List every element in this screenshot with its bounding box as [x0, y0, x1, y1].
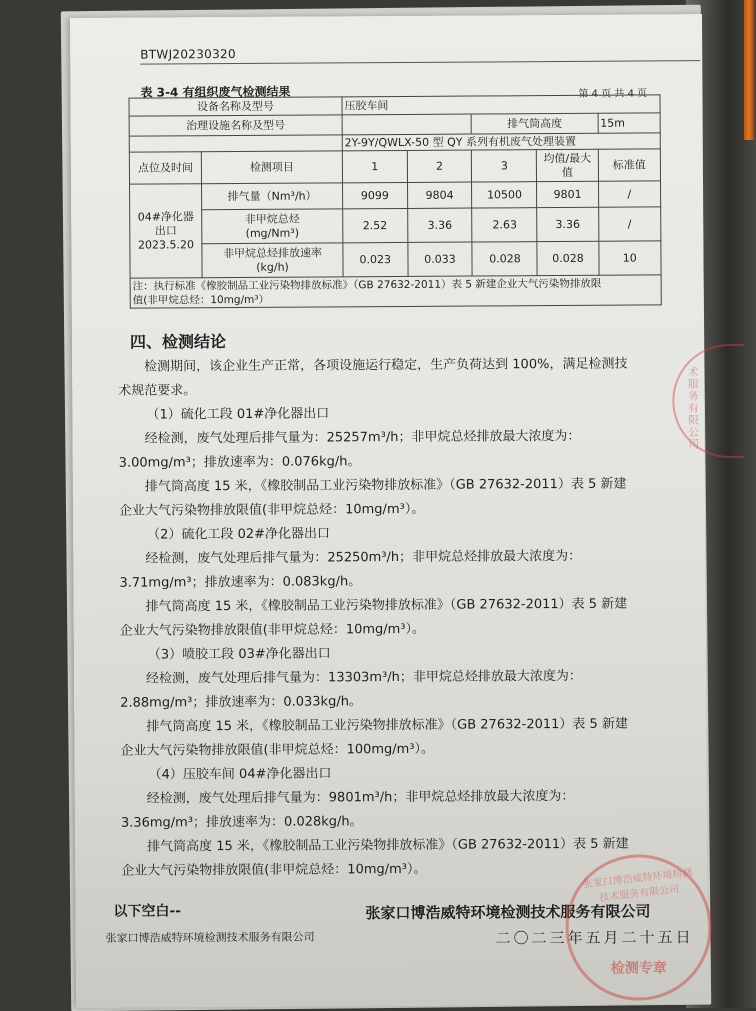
- note-line-1: 注：执行标准《橡胶制品工业污染物排放标准》（GB 27632-2011）表 5 新建企业大气污染物排放限: [132, 277, 602, 293]
- section-2-line-4: 企业大气污染物排放限值(非甲烷总烃：10mg/m³）。: [119, 621, 426, 639]
- official-seal: [565, 854, 712, 1001]
- item-cell: 排气量（Nm³/h）: [202, 183, 343, 210]
- table-title: 表 3-4 有组织废气检测结果: [140, 84, 291, 100]
- item-line-1: 非甲烷总烃: [244, 212, 300, 226]
- point-label: 点位及时间: [129, 152, 201, 184]
- stack-value: 15m: [598, 113, 661, 133]
- device-value: 压胶车间: [342, 95, 660, 115]
- value-cell: 2.52: [343, 208, 408, 242]
- value-cell: /: [598, 207, 661, 241]
- table-row: [130, 241, 661, 278]
- section-3-line-2: 2.88mg/m³；排放速率为：0.033kg/h。: [120, 694, 362, 711]
- col-2: 2: [407, 150, 472, 182]
- results-table: [128, 94, 661, 308]
- point-cell: [130, 184, 203, 278]
- col-std: 标准值: [598, 149, 661, 181]
- value-cell: 2.63: [472, 208, 537, 242]
- seal-arc-text: 张家口博浩威特环境检测技术服务有限公司: [582, 867, 693, 904]
- table-row: [130, 207, 661, 244]
- company-name-signature: 张家口博浩威特环境检测技术服务有限公司: [365, 902, 651, 923]
- value-cell: 3.36: [407, 208, 472, 242]
- seal-center-text: 检测专章: [610, 960, 667, 977]
- section-4-line-3: 排气筒高度 15 米，《橡胶制品工业污染物排放标准》（GB 27632-2011）表 5 新建: [147, 836, 629, 855]
- col-avg: 均值/最大值: [537, 149, 598, 181]
- section-1-title: （1）硫化工段 01#净化器出口: [146, 406, 330, 423]
- section-2-title: （2）硫化工段 02#净化器出口: [147, 526, 331, 543]
- conclusion-heading: 四、检测结论: [129, 332, 227, 352]
- section-4-line-2: 3.36mg/m³；排放速率为：0.028kg/h。: [120, 814, 363, 831]
- side-seal-text: 术服务有限公司: [686, 366, 700, 451]
- section-2-line-3: 排气筒高度 15 米，《橡胶制品工业污染物排放标准》（GB 27632-2011）表 5 新建: [145, 596, 628, 615]
- item-cell: [202, 243, 343, 278]
- item-cell: [202, 209, 343, 244]
- side-seal: [672, 344, 745, 458]
- section-3-line-3: 排气筒高度 15 米，《橡胶制品工业污染物排放标准》（GB 27632-2011）表 5 新建: [146, 716, 628, 735]
- item-label: 检测项目: [201, 151, 342, 184]
- value-cell: 0.028: [537, 241, 598, 275]
- report-date: 二〇二三年五月二十五日: [495, 928, 694, 948]
- table-note: [130, 275, 661, 308]
- section-2-line-2: 3.71mg/m³；排放速率为：0.083kg/h。: [119, 574, 362, 591]
- point-line-3: 2023.5.20: [137, 237, 194, 252]
- note-line-2: 值(非甲烷总烃：10mg/m³）: [132, 293, 270, 307]
- section-3-line-1: 经检测，废气处理后排气量为：13303m³/h；非甲烷总烃排放最大浓度为：: [145, 668, 582, 687]
- section-1-line-1: 经检测，废气处理后排气量为：25257m³/h；非甲烷总烃排放最大浓度为：: [144, 428, 581, 447]
- report-page: [70, 14, 708, 1008]
- value-cell: 9099: [342, 182, 407, 208]
- stack-label: 排气筒高度: [472, 113, 598, 134]
- page-number: 第 4 页 共 4 页: [578, 88, 648, 100]
- col-1: 1: [342, 150, 407, 182]
- point-line-2: 出口: [154, 223, 177, 237]
- item-line-2: (mg/Nm³): [245, 226, 300, 240]
- value-cell: 9801: [537, 181, 598, 207]
- background-object: [744, 0, 754, 140]
- table-note-row: [130, 275, 661, 308]
- section-1-line-3: 排气筒高度 15 米，《橡胶制品工业污染物排放标准》（GB 27632-2011）表 5 新建: [144, 476, 627, 495]
- section-4-line-1: 经检测，废气处理后排气量为：9801m³/h；非甲烷总烃排放最大浓度为：: [146, 788, 575, 807]
- report-number: BTWJ20230320: [140, 46, 236, 62]
- section-1-line-4: 企业大气污染物排放限值(非甲烷总烃：10mg/m³）。: [118, 501, 425, 519]
- value-cell: /: [598, 181, 661, 207]
- conclusion-body: [118, 352, 681, 883]
- item-line-2: (kg/h): [256, 260, 289, 274]
- intro-line-1: 检测期间，该企业生产正常，各项设施运行稳定，生产负荷达到 100%，满足检测技: [144, 356, 628, 375]
- blank-below-marker: 以下空白--: [113, 903, 182, 920]
- value-cell: 10: [598, 241, 661, 275]
- facility-label: 治理设施名称及型号: [129, 115, 342, 136]
- section-4-title: （4）压胶车间 04#净化器出口: [148, 766, 332, 783]
- value-cell: 0.023: [343, 242, 408, 276]
- section-3-title: （3）喷胶工段 03#净化器出口: [147, 646, 331, 663]
- point-line-1: 04#净化器: [137, 209, 194, 224]
- item-line-1: 非甲烷总烃排放速率: [222, 245, 322, 260]
- section-2-line-1: 经检测，废气处理后排气量为：25250m³/h；非甲烷总烃排放最大浓度为：: [145, 548, 582, 567]
- facility-value: 2Y-9Y/QWLX-50 型 QY 系列有机废气处理装置: [342, 133, 660, 151]
- section-1-line-2: 3.00mg/m³；排放速率为：0.076kg/h。: [118, 454, 361, 471]
- value-cell: 0.033: [408, 242, 473, 276]
- col-3: 3: [472, 150, 537, 182]
- section-4-line-4: 企业大气污染物排放限值(非甲烷总烃：10mg/m³）。: [121, 861, 427, 879]
- value-cell: 10500: [472, 182, 537, 208]
- value-cell: 3.36: [537, 207, 598, 241]
- intro-line-2: 术规范要求。: [118, 383, 197, 399]
- device-label: 设备名称及型号: [129, 97, 342, 116]
- table-header-row: [129, 149, 660, 184]
- value-cell: 0.028: [472, 242, 537, 276]
- company-name-left: 张家口博浩威特环境检测技术服务有限公司: [105, 930, 315, 945]
- table-row: [130, 181, 661, 210]
- section-3-line-4: 企业大气污染物排放限值(非甲烷总烃：100mg/m³）。: [120, 741, 435, 759]
- value-cell: 9804: [407, 182, 472, 208]
